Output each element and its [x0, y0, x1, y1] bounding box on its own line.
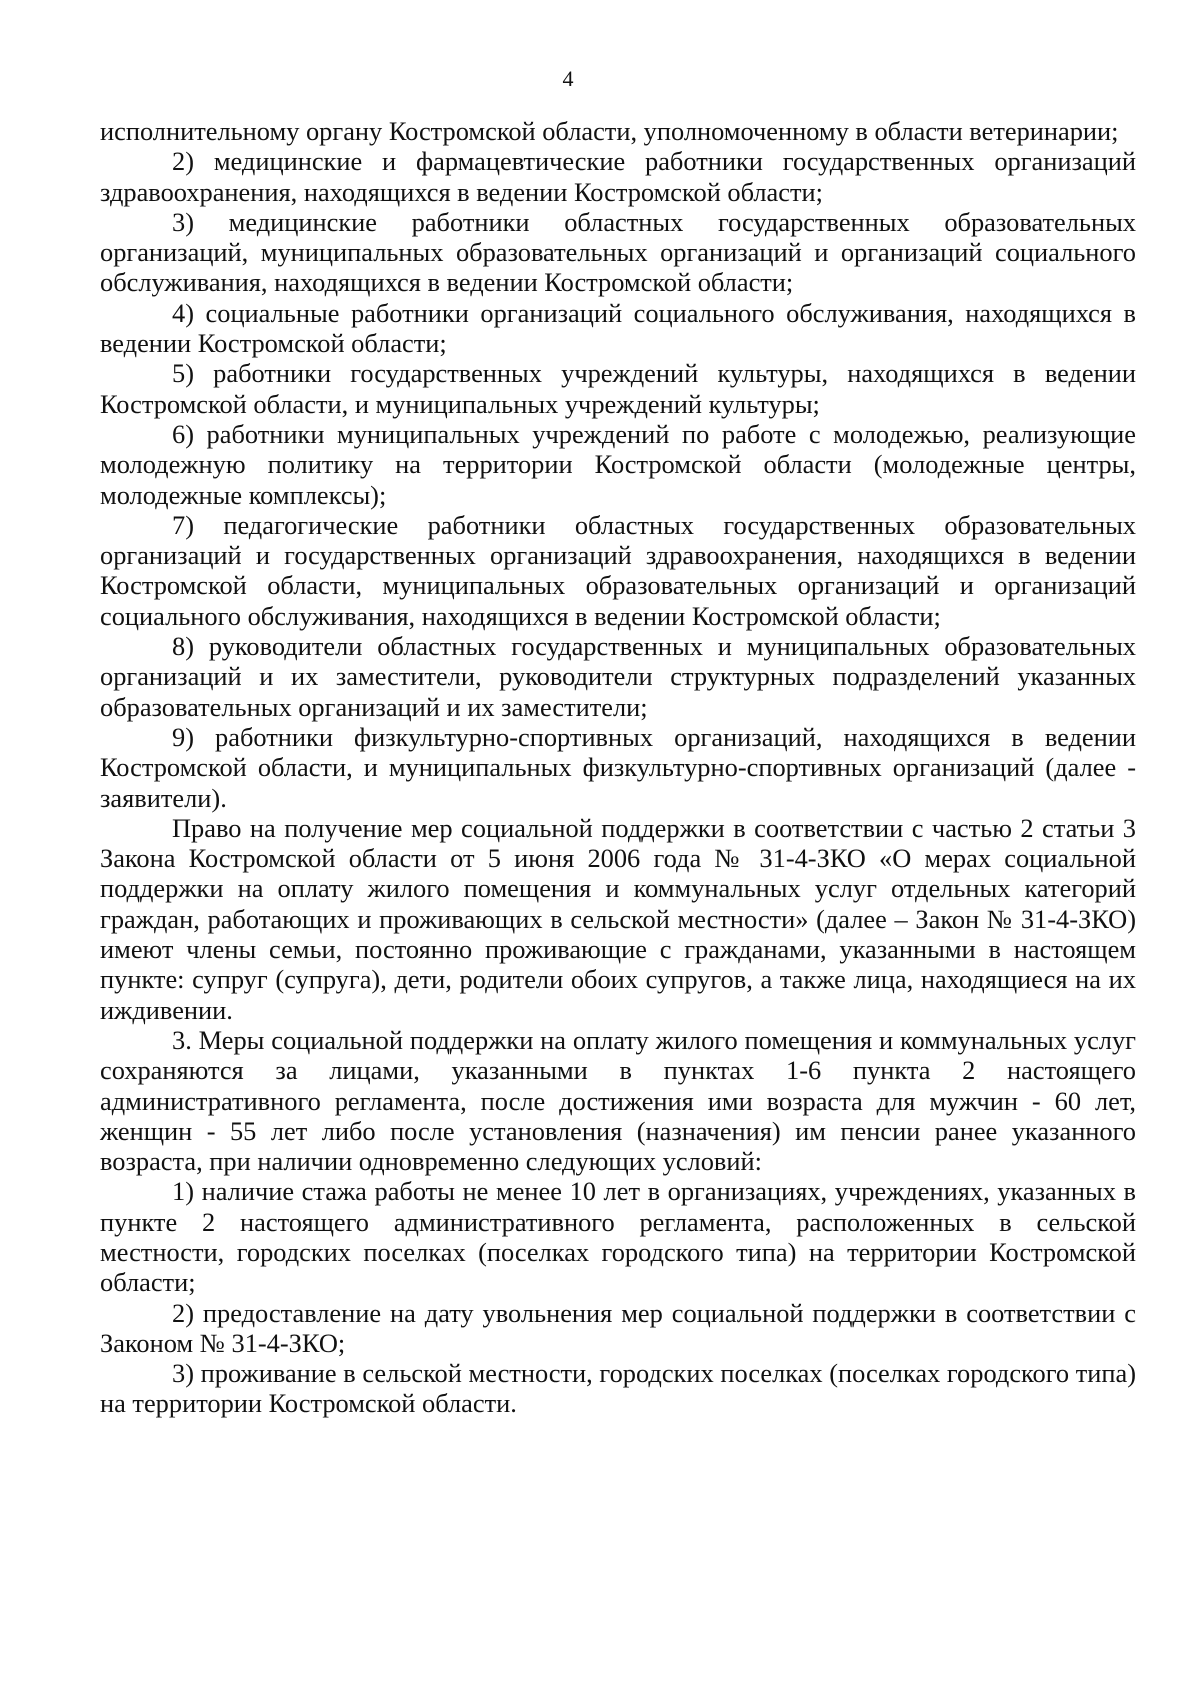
condition-item-2: 2) предоставление на дату увольнения мер социальной поддержки в соответствии с Законом № 31-4-ЗКО;	[100, 1297, 1136, 1358]
list-item-3: 3) медицинские работники областных государственных образовательных организаций, муниципальных образовательных организаций и организаций социального обслуживания, находящихся в ведении Костромской области;	[100, 206, 1136, 298]
list-item-9: 9) работники физкультурно-спортивных организаций, находящихся в ведении Костромской области, и муниципальных физкультурно-спортивных организаций (далее - заявители).	[100, 721, 1136, 813]
list-item-2: 2) медицинские и фармацевтические работники государственных организаций здравоохранения, находящихся в ведении Костромской области;	[100, 146, 1136, 207]
section-3-paragraph: 3. Меры социальной поддержки на оплату жилого помещения и коммунальных услуг сохраняются за лицами, указанными в пунктах 1-6 пункта 2 настоящего административного регламента, после достижения ими возраста для мужчин - 60 лет, женщин - 55 лет либо после установления (назначения) им пенсии ранее указанного возраста, при наличии одновременно следующих условий:	[100, 1024, 1136, 1177]
paragraph-continuation: исполнительному органу Костромской области, уполномоченному в области ветеринарии;	[100, 116, 1119, 146]
list-item-5: 5) работники государственных учреждений культуры, находящихся в ведении Костромской области, и муниципальных учреждений культуры;	[100, 358, 1136, 419]
list-item-7: 7) педагогические работники областных государственных образовательных организаций и государственных организаций здравоохранения, находящихся в ведении Костромской области, муниципальных образовательных организаций и организаций социального обслуживания, находящихся в ведении Костромской области;	[100, 509, 1136, 631]
list-item-4: 4) социальные работники организаций социального обслуживания, находящихся в ведении Костромской области;	[100, 297, 1136, 359]
page-number: 4	[562, 66, 574, 91]
list-item-6: 6) работники муниципальных учреждений по работе с молодежью, реализующие молодежную политику на территории Костромской области (молодежные центры, молодежные комплексы);	[100, 418, 1136, 510]
paragraph-family-members: Право на получение мер социальной поддержки в соответствии с частью 2 статьи 3 Закона Костромской области от 5 июня 2006 года № 31-4-ЗКО «О мерах социальной поддержки на оплату жилого помещения и коммунальных услуг отдельных категорий граждан, работающих и проживающих в сельской местности» (далее – Закон № 31-4-ЗКО) имеют члены семьи, постоянно проживающие с гражданами, указанными в настоящем пункте: супруг (супруга), дети, родители обоих супругов, а также лица, находящиеся на их иждивении.	[100, 812, 1136, 1025]
list-item-8: 8) руководители областных государственных и муниципальных образовательных организаций и их заместители, руководители структурных подразделений указанных образовательных организаций и их заместители;	[100, 631, 1136, 722]
condition-item-1: 1) наличие стажа работы не менее 10 лет в организациях, учреждениях, указанных в пункте 2 настоящего административного регламента, расположенных в сельской местности, городских поселках (поселках городского типа) на территории Костромской области;	[100, 1176, 1136, 1298]
document-body	[100, 116, 1136, 1419]
condition-item-3: 3) проживание в сельской местности, городских поселках (поселках городского типа) на территории Костромской области.	[100, 1358, 1136, 1419]
